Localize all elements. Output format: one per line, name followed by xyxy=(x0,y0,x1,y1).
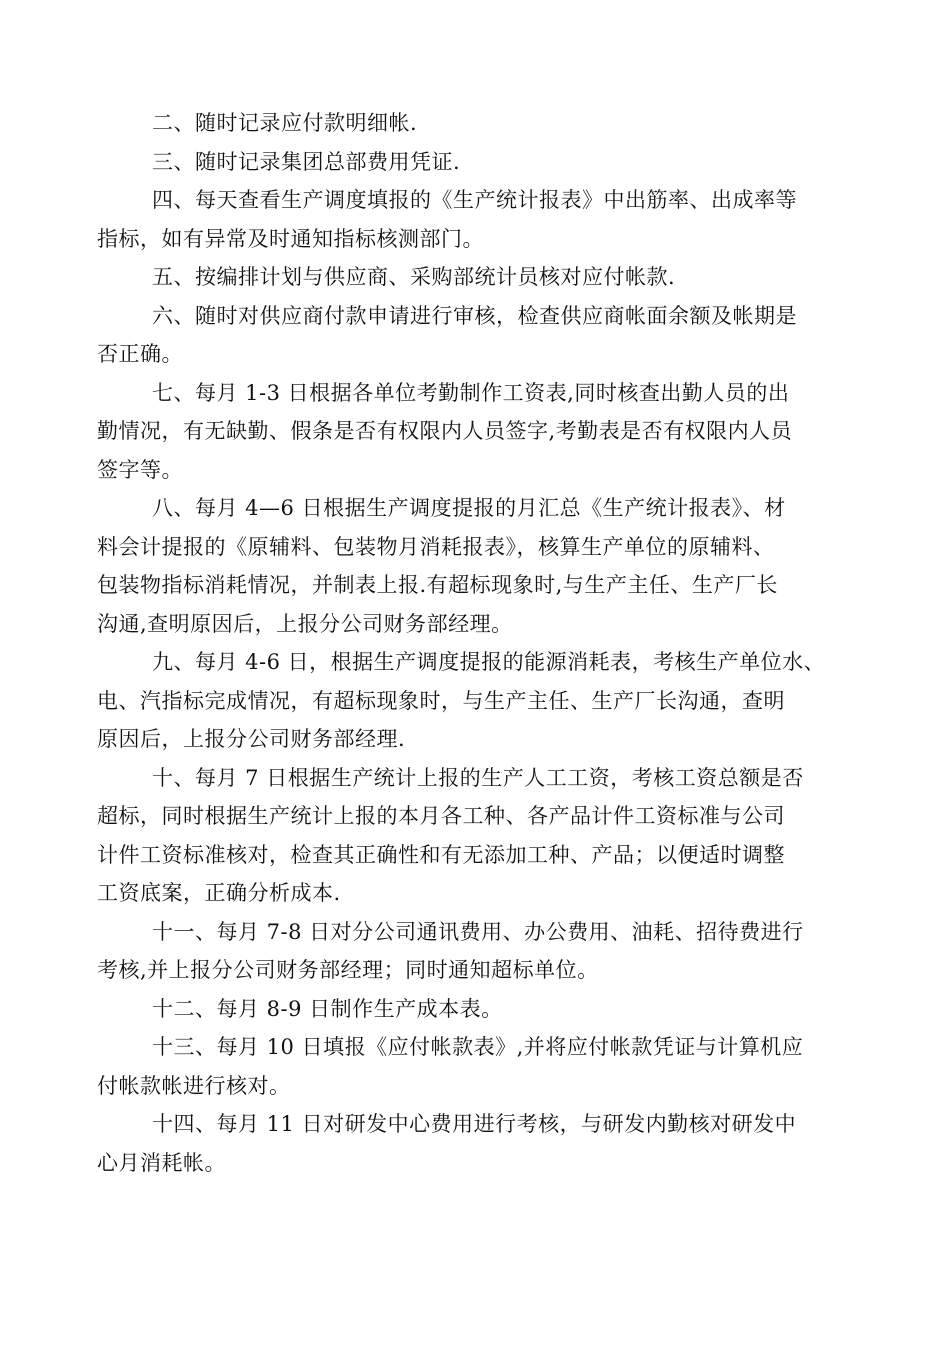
paragraph-first-line: 八、每月 4—6 日根据生产调度提报的月汇总《生产统计报表》、材 xyxy=(152,496,786,520)
paragraph-first-line: 十四、每月 11 日对研发中心费用进行考核，与研发内勤核对研发中 xyxy=(152,1112,797,1136)
paragraph-continuation-line: 超标，同时根据生产统计上报的本月各工种、各产品计件工资标准与公司 xyxy=(97,804,785,828)
paragraph-item-12 xyxy=(97,990,847,1029)
paragraph-item-3 xyxy=(97,143,847,182)
paragraph-item-2 xyxy=(97,104,847,143)
paragraph-item-4 xyxy=(97,181,847,258)
paragraph-item-13 xyxy=(97,1028,847,1105)
paragraph-continuation-line: 心月消耗帐。 xyxy=(97,1150,226,1175)
paragraph-first-line: 十三、每月 10 日填报《应付帐款表》,并将应付帐款凭证与计算机应 xyxy=(152,1035,804,1059)
paragraph-continuation-line: 计件工资标准核对，检查其正确性和有无添加工种、产品；以便适时调整 xyxy=(97,842,785,867)
paragraph-item-9 xyxy=(97,643,847,759)
paragraph-continuation-line: 考核,并上报分公司财务部经理；同时通知超标单位。 xyxy=(97,958,599,982)
paragraph-item-5 xyxy=(97,258,847,297)
paragraph-first-line: 二、随时记录应付款明细帐. xyxy=(152,111,418,135)
paragraph-continuation-line: 电、汽指标完成情况，有超标现象时，与生产主任、生产厂长沟通，查明 xyxy=(97,688,785,713)
paragraph-item-6 xyxy=(97,297,847,374)
paragraph-continuation-line: 原因后，上报分公司财务部经理. xyxy=(97,727,406,751)
paragraph-first-line: 九、每月 4-6 日，根据生产调度提报的能源消耗表，考核生产单位水、 xyxy=(152,650,826,674)
paragraph-continuation-line: 签字等。 xyxy=(97,457,183,482)
paragraph-first-line: 三、随时记录集团总部费用凭证. xyxy=(152,149,461,174)
paragraph-continuation-line: 付帐款帐进行核对。 xyxy=(97,1073,291,1098)
paragraph-continuation-line: 料会计提报的《原辅料、包装物月消耗报表》，核算生产单位的原辅料、 xyxy=(97,534,775,559)
paragraph-continuation-line: 沟通,查明原因后，上报分公司财务部经理。 xyxy=(97,611,513,636)
paragraph-item-10 xyxy=(97,759,847,913)
paragraph-item-14 xyxy=(97,1105,847,1182)
paragraph-item-11 xyxy=(97,913,847,990)
paragraph-first-line: 六、随时对供应商付款申请进行审核，检查供应商帐面余额及帐期是 xyxy=(152,303,797,328)
document-body xyxy=(97,104,847,1182)
paragraph-first-line: 十、每月 7 日根据生产统计上报的生产人工工资，考核工资总额是否 xyxy=(152,765,804,790)
paragraph-continuation-line: 否正确。 xyxy=(97,342,183,366)
paragraph-first-line: 四、每天查看生产调度填报的《生产统计报表》中出筋率、出成率等 xyxy=(152,188,797,212)
paragraph-first-line: 十二、每月 8-9 日制作生产成本表。 xyxy=(152,996,503,1021)
paragraph-first-line: 五、按编排计划与供应商、采购部统计员核对应付帐款. xyxy=(152,265,676,289)
paragraph-continuation-line: 工资底案，正确分析成本. xyxy=(97,881,341,905)
paragraph-continuation-line: 勤情况，有无缺勤、假条是否有权限内人员签字,考勤表是否有权限内人员 xyxy=(97,419,793,443)
paragraph-first-line: 十一、每月 7-8 日对分公司通讯费用、办公费用、油耗、招待费进行 xyxy=(152,919,804,944)
paragraph-continuation-line: 包装物指标消耗情况，并制表上报.有超标现象时,与生产主任、生产厂长 xyxy=(97,573,778,597)
paragraph-item-8 xyxy=(97,489,847,643)
paragraph-first-line: 七、每月 1-3 日根据各单位考勤制作工资表,同时核查出勤人员的出 xyxy=(152,380,790,405)
paragraph-item-7 xyxy=(97,374,847,490)
paragraph-continuation-line: 指标，如有异常及时通知指标核测部门。 xyxy=(97,226,484,251)
